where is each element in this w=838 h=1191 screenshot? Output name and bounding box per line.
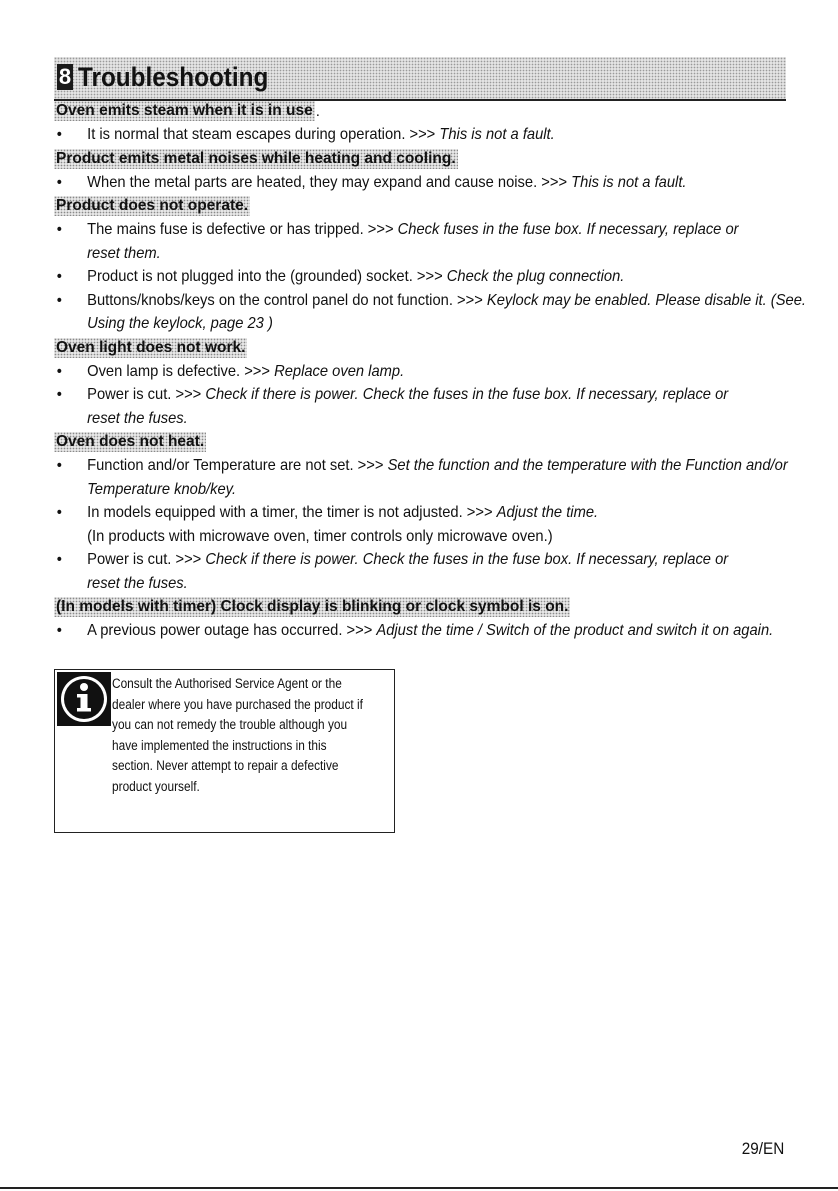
page-number: 29/EN [741, 1139, 784, 1158]
cause-text: Oven lamp is defective. >>> [87, 362, 275, 380]
list-item [54, 501, 819, 548]
list-item [54, 171, 819, 195]
cause-text: Power is cut. >>> [87, 386, 206, 403]
solution-text: Adjust the time. [496, 504, 599, 521]
cause-text: It is normal that steam escapes during operation. >>> [87, 126, 440, 143]
section-header [54, 57, 786, 101]
list-item [54, 289, 814, 336]
info-text: Consult the Authorised Service Agent or the dealer where you have purchased the product if you can not remedy the trouble although you have implemented the instructions in this section. Never attempt to repair a defective product yourself. [112, 676, 363, 794]
list-item [54, 619, 814, 643]
troubleshooting-content [54, 99, 806, 643]
solution-text: Check if there is power. Check the fuses in the fuse box. If necessary, replace or reset the fuses. [87, 386, 729, 427]
list-item [54, 548, 763, 595]
cause-text: In models equipped with a timer, the timer is not adjusted. >>> [87, 504, 497, 521]
problem-group [54, 430, 789, 595]
solution-text: Keylock may be enabled. Please disable it. (See. Using the keylock, page 23 ) [87, 291, 806, 332]
cause-text: When the metal parts are heated, they may expand and cause noise. >>> [87, 173, 572, 191]
cause-text: Product is not plugged into the (grounded) socket. >>> [87, 268, 447, 285]
problem-heading: Oven does not heat. [56, 433, 205, 450]
problem-heading: Oven light does not work. [56, 338, 246, 356]
problem-heading: Product emits metal noises while heating and cooling. [56, 149, 456, 167]
problem-heading: Product does not operate. [56, 197, 249, 214]
solution-text: Check the plug connection. [446, 268, 625, 285]
solution-text: This is not a fault. [439, 126, 555, 143]
problem-heading: (In models with timer) Clock display is blinking or clock symbol is on. [56, 598, 569, 615]
solution-text: This is not a fault. [571, 173, 687, 191]
section-title: Troubleshooting [78, 62, 269, 92]
heading-suffix: . [315, 102, 320, 120]
solution-text: Adjust the time / Switch of the product and switch it on again. [376, 622, 774, 639]
problem-group [54, 99, 789, 147]
list-item [54, 123, 819, 147]
problem-group [54, 147, 789, 195]
list-item [54, 360, 819, 384]
info-box [54, 669, 395, 833]
problem-group [54, 595, 789, 643]
solution-text: Replace oven lamp. [274, 362, 405, 380]
bottom-rule [0, 1187, 838, 1189]
list-item [54, 383, 763, 430]
list-item [54, 454, 828, 501]
problem-heading: Oven emits steam when it is in use [56, 102, 313, 119]
problem-group [54, 194, 806, 336]
cause-text: Power is cut. >>> [87, 551, 206, 568]
solution-text: Check if there is power. Check the fuses in the fuse box. If necessary, replace or reset the fuses. [87, 551, 729, 592]
cause-text: The mains fuse is defective or has tripped. >>> [87, 221, 398, 238]
section-number: 8 [58, 64, 72, 89]
cause-text: Function and/or Temperature are not set. >>> [87, 457, 388, 474]
solution-text: Set the function and the temperature with the Function and/or Temperature knob/key. [87, 457, 788, 498]
list-item [54, 218, 763, 265]
cause-text: Buttons/knobs/keys on the control panel do not function. >>> [87, 291, 487, 309]
solution-text: Check fuses in the fuse box. If necessary, replace or reset them. [87, 221, 739, 262]
list-item [54, 265, 819, 289]
note-text: (In products with microwave oven, timer controls only microwave oven.) [87, 527, 553, 545]
info-icon [57, 672, 111, 726]
problem-group [54, 336, 789, 431]
cause-text: A previous power outage has occurred. >>> [87, 622, 377, 639]
